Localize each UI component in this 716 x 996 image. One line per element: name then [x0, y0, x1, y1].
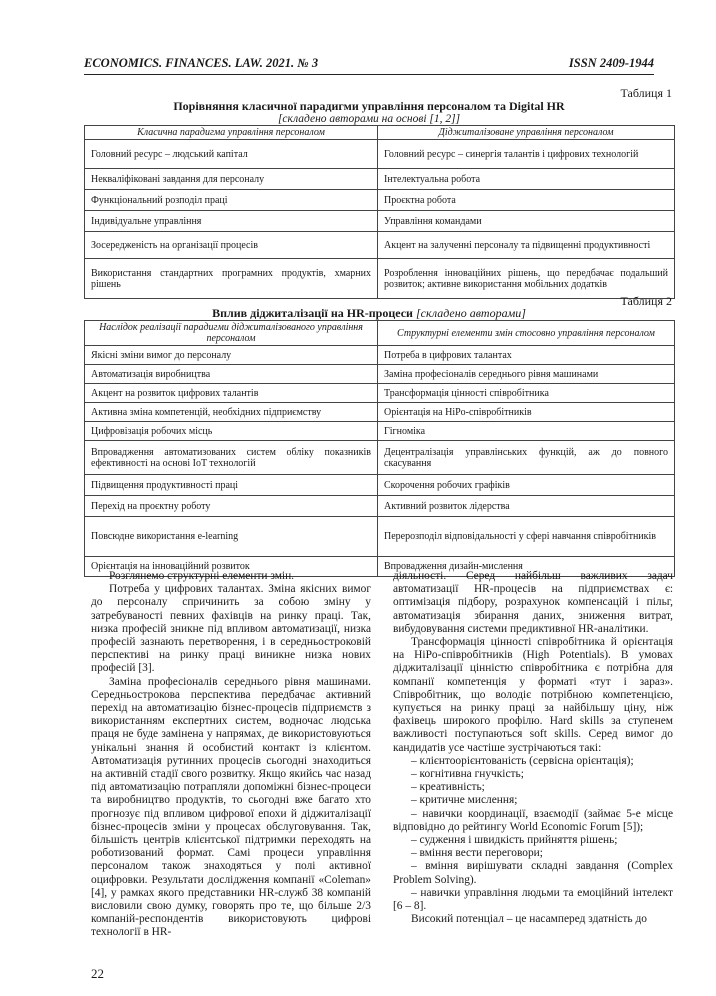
body-right-column — [393, 570, 673, 926]
table-row — [85, 346, 675, 365]
table2 — [84, 320, 675, 577]
table-cell: Індивідуальне управління — [85, 211, 378, 232]
table-cell: Проєктна робота — [378, 190, 675, 211]
table-cell: Скорочення робочих графіків — [378, 475, 675, 496]
running-header — [84, 54, 654, 75]
table-row — [85, 365, 675, 384]
table-cell: Некваліфіковані завдання для персоналу — [85, 169, 378, 190]
table-row — [85, 232, 675, 259]
list-item: – когнітивна гнучкість; — [411, 768, 524, 781]
table1-header-classic: Класична парадигма управління персоналом — [85, 126, 378, 140]
table-cell: Акцент на залученні персоналу та підвищенні продуктивності — [378, 232, 675, 259]
table2-header-consequence: Наслідок реалізації парадигми діджиталізованого управління персоналом — [85, 321, 378, 346]
table-cell: Розроблення інноваційних рішень, що передбачає подальший розвиток; активне використання мобільних додатків — [378, 259, 675, 299]
table-row — [85, 422, 675, 441]
table-cell: Перехід на проєктну роботу — [85, 496, 378, 517]
table-cell: Орієнтація на інноваційний розвиток — [85, 557, 378, 577]
table1-label: Таблиця 1 — [620, 86, 672, 100]
table2-header-elements: Структурні елементи змін стосовно управління персоналом — [378, 321, 675, 346]
table-row — [85, 384, 675, 403]
table-cell: Зосередженість на організації процесів — [85, 232, 378, 259]
table-cell: Повсюдне використання e-learning — [85, 517, 378, 557]
table1-header-digital: Діджиталізоване управління персоналом — [378, 126, 675, 140]
table-row — [85, 496, 675, 517]
table-cell: Функціональний розподіл праці — [85, 190, 378, 211]
table-cell: Інтелектуальна робота — [378, 169, 675, 190]
table1-title: Порівняння класичної парадигми управління персоналом та Digital HR — [173, 99, 565, 113]
table-row — [85, 169, 675, 190]
table-row — [85, 441, 675, 475]
table-row — [85, 211, 675, 232]
list-item: – критичне мислення; — [411, 794, 518, 807]
table-cell: Автоматизація виробництва — [85, 365, 378, 384]
issn: ISSN 2409-1944 — [568, 56, 654, 70]
list-item: – вміння вести переговори; — [411, 847, 543, 860]
table-cell: Впровадження автоматизованих систем обліку показників ефективності на основі IoT технологій — [85, 441, 378, 475]
table-row — [85, 517, 675, 557]
table-row — [85, 259, 675, 299]
list-item: – вміння вирішувати складні завдання (Complex Problem Solving). — [393, 860, 673, 886]
table-cell: Впровадження дизайн-мислення — [378, 557, 675, 577]
table-cell: Гігноміка — [378, 422, 675, 441]
table-cell: Потреба в цифрових талантах — [378, 346, 675, 365]
paragraph: Трансформація цінності співробітника й орієнтація на HiPo-співробітників (High Potentials). В умовах діджиталізації цінністю співробітника є потрібна для компанії компетенція у форматі «тут і зараз». Співробітник, що володіє потрібною компетенцією, купується на ринку праці за найбільшу ціну, ніж фахівець широкого профілю. Hard skills за ступенем важливості поступаються soft skills. Серед вимог до кандидатів усе частіше зустрічаються такі: — [393, 636, 673, 754]
table-cell: Використання стандартних програмних продуктів, хмарних рішень — [85, 259, 378, 299]
table-row — [85, 475, 675, 496]
table-cell: Децентралізація управлінських функцій, аж до повного скасування — [378, 441, 675, 475]
table-row — [85, 140, 675, 169]
table-cell: Головний ресурс – синергія талантів і цифрових технологій — [378, 140, 675, 169]
table-row — [85, 403, 675, 422]
table2-title-source: [складено авторами] — [415, 306, 526, 320]
table-cell: Цифровізація робочих місць — [85, 422, 378, 441]
paragraph: Потреба у цифрових талантах. Зміна якісних вимог до персоналу спричинить за собою зміну у затребуваності певних фахівців на ринку праці. Так, низка професій зникне під впливом автоматизації, низка професій зазнають перетворення, і в середньостроковій перспективі на ринку праці виникне низка нових професій [3]. — [91, 583, 371, 675]
table2-label: Таблиця 2 — [620, 294, 672, 308]
list-item: – клієнтоорієнтованість (сервісна орієнтація); — [411, 754, 634, 767]
list-item: – креативність; — [411, 781, 485, 794]
journal-title: ECONOMICS. FINANCES. LAW. 2021. № 3 — [84, 56, 319, 70]
table-cell: Заміна професіоналів середнього рівня машинами — [378, 365, 675, 384]
list-item: – судження і швидкість прийняття рішень; — [411, 834, 618, 847]
table-cell: Активний розвиток лідерства — [378, 496, 675, 517]
table-cell: Трансформація цінності співробітника — [378, 384, 675, 403]
list-item: – навички координації, взаємодії (займає 5-е місце відповідно до рейтингу World Economic Forum [5]); — [393, 807, 673, 833]
table-cell: Активна зміна компетенцій, необхідних підприємству — [85, 403, 378, 422]
table2-title-text: Вплив діджиталізації на HR-процеси — [212, 306, 413, 320]
table-row — [85, 190, 675, 211]
table-cell: Головний ресурс – людський капітал — [85, 140, 378, 169]
paragraph: Розглянемо структурні елементи змін. — [109, 570, 295, 582]
table-cell: Орієнтація на HiPo-співробітників — [378, 403, 675, 422]
body-left-column — [91, 570, 371, 940]
table-cell: Управління командами — [378, 211, 675, 232]
table-cell: Перерозподіл відповідальності у сфері навчання співробітників — [378, 517, 675, 557]
paragraph: Високий потенціал – це насамперед здатність до — [411, 913, 647, 926]
table-cell: Якісні зміни вимог до персоналу — [85, 346, 378, 365]
paragraph: діяльності. Серед найбільш важливих задач автоматизації HR-процесів на підприємствах є: оптимізація підбору, розрахунок компенсацій і пільг, автоматизація збирання даних, зниження витрат, вибудовування системи предиктивної HR-аналітики. — [393, 570, 673, 635]
table1 — [84, 125, 675, 299]
page-number: 22 — [91, 966, 104, 981]
list-item: – навички управління людьми та емоційний інтелект [6 – 8]. — [393, 886, 673, 913]
table-cell: Підвищення продуктивності праці — [85, 475, 378, 496]
table-cell: Акцент на розвиток цифрових талантів — [85, 384, 378, 403]
table2-title — [84, 307, 654, 320]
table1-subtitle: [складено авторами на основі [1, 2]] — [277, 113, 461, 125]
paragraph: Заміна професіоналів середнього рівня машинами. Середньострокова перспектива передбачає активний перехід на автоматизацію бізнес-процесів підприємств з використанням експертних систем, водночас людська праця не буде замінена у напрямах, де використовуються унікальні знання й особистий контакт із клієнтом. Автоматизація рутинних процесів сьогодні знаходиться на активній стадії свого розвитку. Якщо якийсь час назад під автоматизацію потрапляли допоміжні бізнес-процеси та виробництво продуктів, то сьогодні вже багато хто прогнозує під впливом цифрової епохи й діджиталізації бізнес-процесів зміни у процесах обслуговування. Так, більшість центрів клієнтської підтримки переходять на роботизований формат. Самі процеси управління персоналом також знаходяться у полі активної оцифровки. Результати дослідження компанії «Coleman» [4], у рамках якого представники HR-служб 38 компаній висловили свою думку, говорять про те, що більше 2/3 компаній-респондентів використовують цифрові технології в HR- — [91, 675, 371, 939]
